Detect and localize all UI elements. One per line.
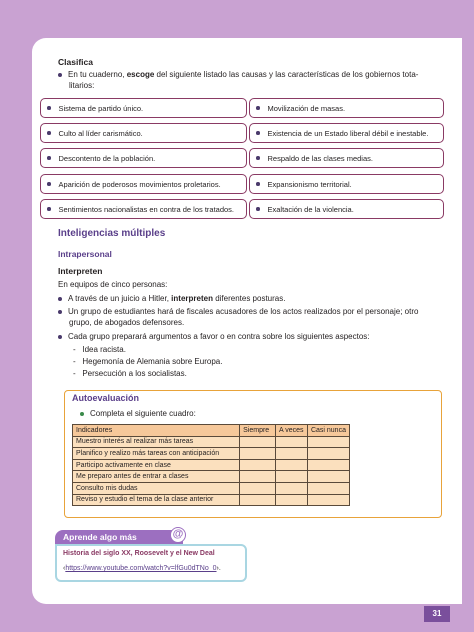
- bullet-icon: [256, 156, 260, 160]
- header-indicadores: Indicadores: [73, 425, 240, 437]
- bullet-icon: [47, 156, 51, 160]
- table-row: [73, 459, 350, 471]
- header-casi-nunca: Casi nunca: [307, 425, 349, 437]
- item-left-1: Sistema de partido único.: [40, 98, 247, 118]
- check-cell[interactable]: [240, 482, 276, 494]
- item-right-5: Exaltación de la violencia.: [249, 199, 444, 219]
- bullet-icon: [58, 73, 62, 77]
- indicator-cell: Consulto mis dudas: [73, 482, 240, 494]
- intro-text: En equipos de cinco personas:: [58, 280, 168, 289]
- check-cell[interactable]: [240, 471, 276, 483]
- check-cell[interactable]: [307, 494, 349, 506]
- table-header-row: [73, 425, 350, 437]
- page-number: 31: [424, 606, 450, 622]
- table-row: [73, 471, 350, 483]
- clasifica-instruction-line2: litarios:: [69, 81, 95, 90]
- autoevaluacion-title: Autoevaluación: [72, 393, 140, 403]
- header-a-veces: A veces: [275, 425, 307, 437]
- autoevaluacion-instruction: Completa el siguiente cuadro:: [80, 408, 196, 419]
- video-url-line: ‹https://www.youtube.com/watch?v=lfGu0dTNo_0›.: [63, 565, 221, 572]
- check-cell[interactable]: [240, 436, 276, 448]
- bullet-icon: [256, 182, 260, 186]
- table-row: [73, 482, 350, 494]
- at-sign-icon: @: [170, 527, 186, 543]
- bullet-icon: [47, 182, 51, 186]
- item-right-4: Expansionismo territorial.: [249, 174, 444, 194]
- check-cell[interactable]: [275, 436, 307, 448]
- indicator-cell: Participo activamente en clase: [73, 459, 240, 471]
- item-left-4: Aparición de poderosos movimientos proletarios.: [40, 174, 247, 194]
- indicator-cell: Reviso y estudio el tema de la clase anterior: [73, 494, 240, 506]
- indicator-cell: Planifico y realizo más tareas con anticipación: [73, 448, 240, 460]
- item-left-5: Sentimientos nacionalistas en contra de los tratados.: [40, 199, 247, 219]
- item-right-2: Existencia de un Estado liberal débil e inestable.: [249, 123, 444, 143]
- bullet-icon: [47, 207, 51, 211]
- check-cell[interactable]: [275, 482, 307, 494]
- bullet-icon: [58, 335, 62, 339]
- check-cell[interactable]: [275, 494, 307, 506]
- bullet-icon: [256, 106, 260, 110]
- table-row: [73, 448, 350, 460]
- bullet-icon: [256, 131, 260, 135]
- sub-item-3: - Persecución a los socialistas.: [73, 369, 187, 378]
- check-cell[interactable]: [240, 494, 276, 506]
- aprende-tab: Aprende algo más: [55, 530, 183, 545]
- check-cell[interactable]: [240, 459, 276, 471]
- clasifica-title: Clasifica: [58, 57, 93, 67]
- video-title: Historia del siglo XX, Roosevelt y el New Deal: [63, 550, 215, 557]
- autoevaluacion-table: [72, 424, 350, 506]
- bullet-icon: [47, 106, 51, 110]
- intrapersonal-subtitle: Intrapersonal: [58, 249, 112, 259]
- bullet-cada-grupo: Cada grupo preparará argumentos a favor o en contra sobre los siguientes aspectos:: [58, 331, 370, 342]
- item-left-3: Descontento de la población.: [40, 148, 247, 168]
- check-cell[interactable]: [275, 471, 307, 483]
- indicator-cell: Muestro interés al realizar más tareas: [73, 436, 240, 448]
- bullet-juicio: A través de un juicio a Hitler, interpreten diferentes posturas.: [58, 293, 285, 304]
- bullet-icon: [58, 310, 62, 314]
- check-cell[interactable]: [307, 459, 349, 471]
- bullet-grupo-line2: grupo, de abogados defensores.: [69, 318, 185, 327]
- table-row: [73, 494, 350, 506]
- sub-item-1: - Idea racista.: [73, 345, 126, 354]
- sub-item-2: - Hegemonía de Alemania sobre Europa.: [73, 357, 223, 366]
- check-cell[interactable]: [240, 448, 276, 460]
- clasifica-instruction: En tu cuaderno, escoge del siguiente listado las causas y las características de los gobiernos tota-: [58, 69, 448, 80]
- check-cell[interactable]: [307, 471, 349, 483]
- interpreten-heading: Interpreten: [58, 266, 103, 276]
- inteligencias-title: Inteligencias múltiples: [58, 228, 166, 239]
- bullet-icon: [58, 297, 62, 301]
- item-right-3: Respaldo de las clases medias.: [249, 148, 444, 168]
- check-cell[interactable]: [307, 448, 349, 460]
- bullet-icon: [80, 412, 84, 416]
- video-link[interactable]: https://www.youtube.com/watch?v=lfGu0dTNo_0: [65, 565, 217, 572]
- table-row: [73, 436, 350, 448]
- item-left-2: Culto al líder carismático.: [40, 123, 247, 143]
- header-siempre: Siempre: [240, 425, 276, 437]
- check-cell[interactable]: [307, 436, 349, 448]
- check-cell[interactable]: [275, 448, 307, 460]
- indicator-cell: Me preparo antes de entrar a clases: [73, 471, 240, 483]
- bullet-icon: [47, 131, 51, 135]
- bullet-grupo: Un grupo de estudiantes hará de fiscales acusadores de los actos realizados por el personaje; otro: [58, 306, 453, 317]
- check-cell[interactable]: [307, 482, 349, 494]
- bullet-icon: [256, 207, 260, 211]
- item-right-1: Movilización de masas.: [249, 98, 444, 118]
- check-cell[interactable]: [275, 459, 307, 471]
